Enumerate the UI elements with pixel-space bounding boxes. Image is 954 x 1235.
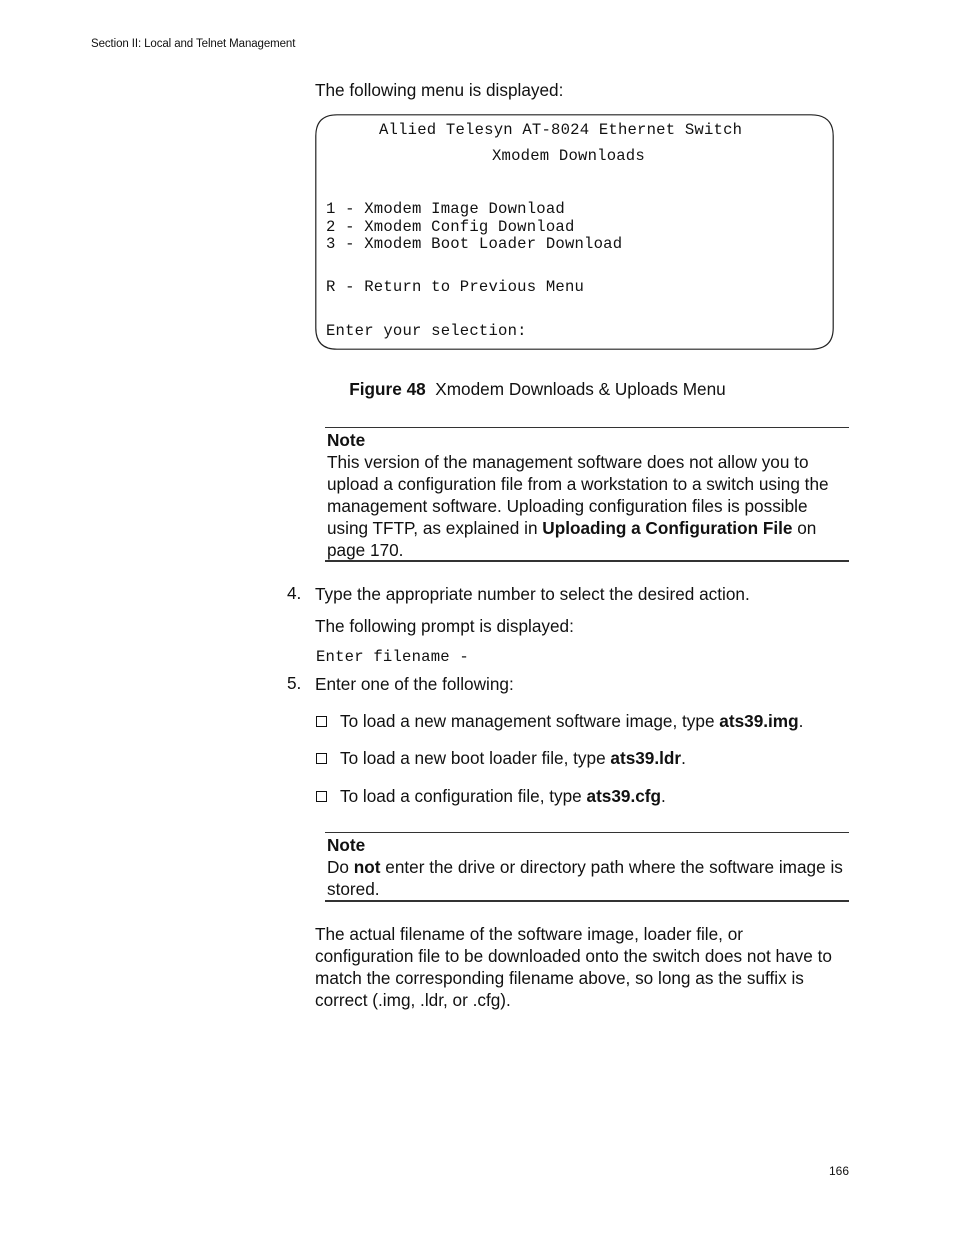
menu-option-1: 1 - Xmodem Image Download [326,200,565,218]
list-item-text: To load a configuration file, type [340,786,587,806]
menu-option-return: R - Return to Previous Menu [326,278,585,296]
note-box-2 [325,832,849,902]
list-item [316,710,803,732]
terminal-subtitle: Xmodem Downloads [492,147,645,165]
list-item-text: . [798,711,804,731]
step-5-number: 5. [287,673,302,693]
list-item [316,747,686,769]
cross-reference-link[interactable]: Uploading a Configuration File [542,518,793,538]
filename: ats39.cfg [586,786,662,806]
filename-prompt: Enter filename - [316,648,469,666]
list-item [316,785,666,807]
note-text-part: This version of the management software does not allow you to upload a configuration file from a workstation to a switch using the management software. Uploading configuration files is possible using TFTP, as explained in [327,452,829,538]
list-item-text: To load a new boot loader file, type [340,748,611,768]
figure-caption [0,379,954,400]
checkbox-icon [316,791,327,802]
step-4-followup: The following prompt is displayed: [315,616,574,636]
list-item-text: To load a new management software image, type [340,711,720,731]
figure-label: Figure 48 [349,379,426,399]
terminal-title: Allied Telesyn AT-8024 Ethernet Switch [379,121,743,139]
note-text-part: on page 170. [327,518,817,560]
list-item-text: . [661,786,666,806]
step-5-text: Enter one of the following: [315,674,514,694]
note-title: Note [327,835,366,855]
note-text [327,856,847,900]
note-text [327,451,847,561]
menu-prompt: Enter your selection: [326,322,527,340]
terminal-screen [315,114,834,350]
checkbox-icon [316,716,327,727]
menu-option-2: 2 - Xmodem Config Download [326,218,575,236]
filename: ats39.ldr [610,748,682,768]
running-header: Section II: Local and Telnet Management [91,38,296,50]
menu-option-3: 3 - Xmodem Boot Loader Download [326,235,623,253]
closing-paragraph: The actual filename of the software image, loader file, or configuration file to be downloaded onto the switch does not have to match the corresponding filename above, so long as the suffix is correct (.img, .ldr, or .cfg). [315,924,832,1010]
step-4-number: 4. [287,583,302,603]
filename: ats39.img [719,711,799,731]
intro-text: The following menu is displayed: [315,80,564,100]
note-text-part: enter the drive or directory path where the software image is stored. [327,857,843,899]
note-text-part: Do [327,857,354,877]
figure-caption-text: Xmodem Downloads & Uploads Menu [435,379,726,399]
checkbox-icon [316,753,327,764]
note-box-1 [325,427,849,562]
step-4-text: Type the appropriate number to select the desired action. [315,584,750,604]
note-title: Note [327,430,366,450]
page-number: 166 [829,1164,850,1178]
list-item-text: . [681,748,686,768]
emphasis: not [353,857,381,877]
